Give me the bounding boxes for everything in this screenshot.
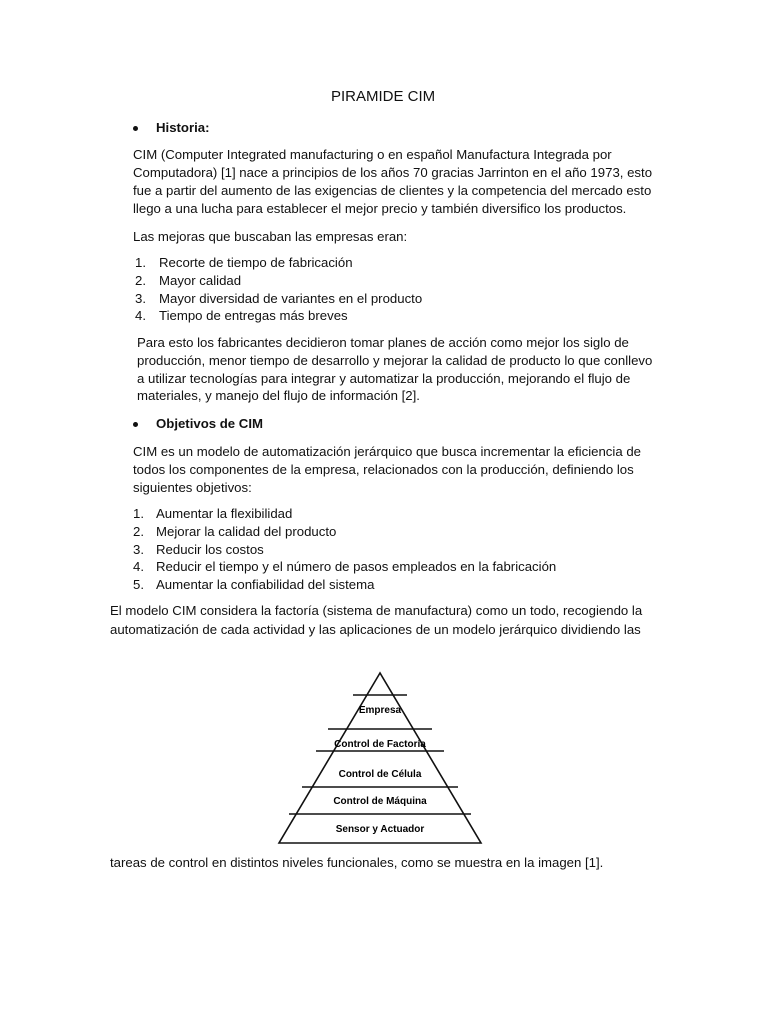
historia-paragraph-line: materiales, y manejo del flujo de información [2]. xyxy=(137,388,420,403)
cim-pyramid-diagram xyxy=(270,665,490,847)
historia-intro-line: Las mejoras que buscaban las empresas eran: xyxy=(133,229,408,244)
bullet-icon xyxy=(133,422,138,427)
historia-paragraph-line: Para esto los fabricantes decidieron tomar planes de acción como mejor los siglo de xyxy=(137,335,629,350)
historia-paragraph-line: CIM (Computer Integrated manufacturing o en español Manufactura Integrada por xyxy=(133,147,612,162)
list-item: Recorte de tiempo de fabricación xyxy=(159,255,353,270)
historia-paragraph-line: fue a partir del aumento de las exigencias de clientes y la competencia del mercado esto xyxy=(133,183,652,198)
page-title: PIRAMIDE CIM xyxy=(331,88,436,105)
pyramid-level-label: Empresa xyxy=(358,705,402,716)
list-item: Aumentar la flexibilidad xyxy=(156,506,293,521)
list-item: Tiempo de entregas más breves xyxy=(159,308,348,323)
list-item: Mejorar la calidad del producto xyxy=(156,524,337,539)
list-number: 1. xyxy=(133,506,144,521)
pyramid-level-label: Control de Máquina xyxy=(333,796,427,807)
bullet-icon xyxy=(133,126,138,131)
pyramid-level-label: Control de Factoría xyxy=(334,739,426,750)
pyramid-level-label: Control de Célula xyxy=(338,769,422,780)
list-number: 2. xyxy=(133,524,144,539)
list-number: 3. xyxy=(135,291,146,306)
closing-line: tareas de control en distintos niveles funcionales, como se muestra en la imagen [1]. xyxy=(110,855,604,870)
list-item: Aumentar la confiabilidad del sistema xyxy=(156,577,375,592)
objetivos-paragraph-line: todos los componentes de la empresa, relacionados con la producción, definiendo los xyxy=(133,462,634,477)
objetivos-paragraph-line: CIM es un modelo de automatización jerárquico que busca incrementar la eficiencia de xyxy=(133,444,641,459)
list-number: 4. xyxy=(135,308,146,323)
list-item: Mayor diversidad de variantes en el producto xyxy=(159,291,423,306)
list-number: 1. xyxy=(135,255,146,270)
objetivos-paragraph-line: siguientes objetivos: xyxy=(133,480,252,495)
list-number: 5. xyxy=(133,577,144,592)
historia-paragraph-line: Computadora) [1] nace a principios de los años 70 gracias Jarrinton en el año 1973, esto xyxy=(133,165,653,180)
pyramid-level-label: Sensor y Actuador xyxy=(335,824,425,835)
list-number: 3. xyxy=(133,542,144,557)
historia-paragraph-line: producción, menor tiempo de desarrollo y mejorar la calidad de producto lo que conllevo xyxy=(137,353,653,368)
list-number: 4. xyxy=(133,559,144,574)
historia-paragraph-line: llego a una lucha para establecer el mejor precio y también diversifico los productos. xyxy=(133,201,627,216)
model-paragraph-line: El modelo CIM considera la factoría (sistema de manufactura) como un todo, recogiendo la xyxy=(110,603,643,618)
section-heading-historia: Historia: xyxy=(156,120,210,135)
section-heading-objetivos: Objetivos de CIM xyxy=(156,416,263,431)
model-paragraph-line: automatización de cada actividad y las aplicaciones de un modelo jerárquico dividiendo las xyxy=(110,622,641,637)
historia-paragraph-line: a utilizar tecnologías para integrar y automatizar la producción, mejorando el flujo de xyxy=(137,371,631,386)
list-number: 2. xyxy=(135,273,146,288)
list-item: Mayor calidad xyxy=(159,273,242,288)
list-item: Reducir los costos xyxy=(156,542,264,557)
list-item: Reducir el tiempo y el número de pasos empleados en la fabricación xyxy=(156,559,557,574)
